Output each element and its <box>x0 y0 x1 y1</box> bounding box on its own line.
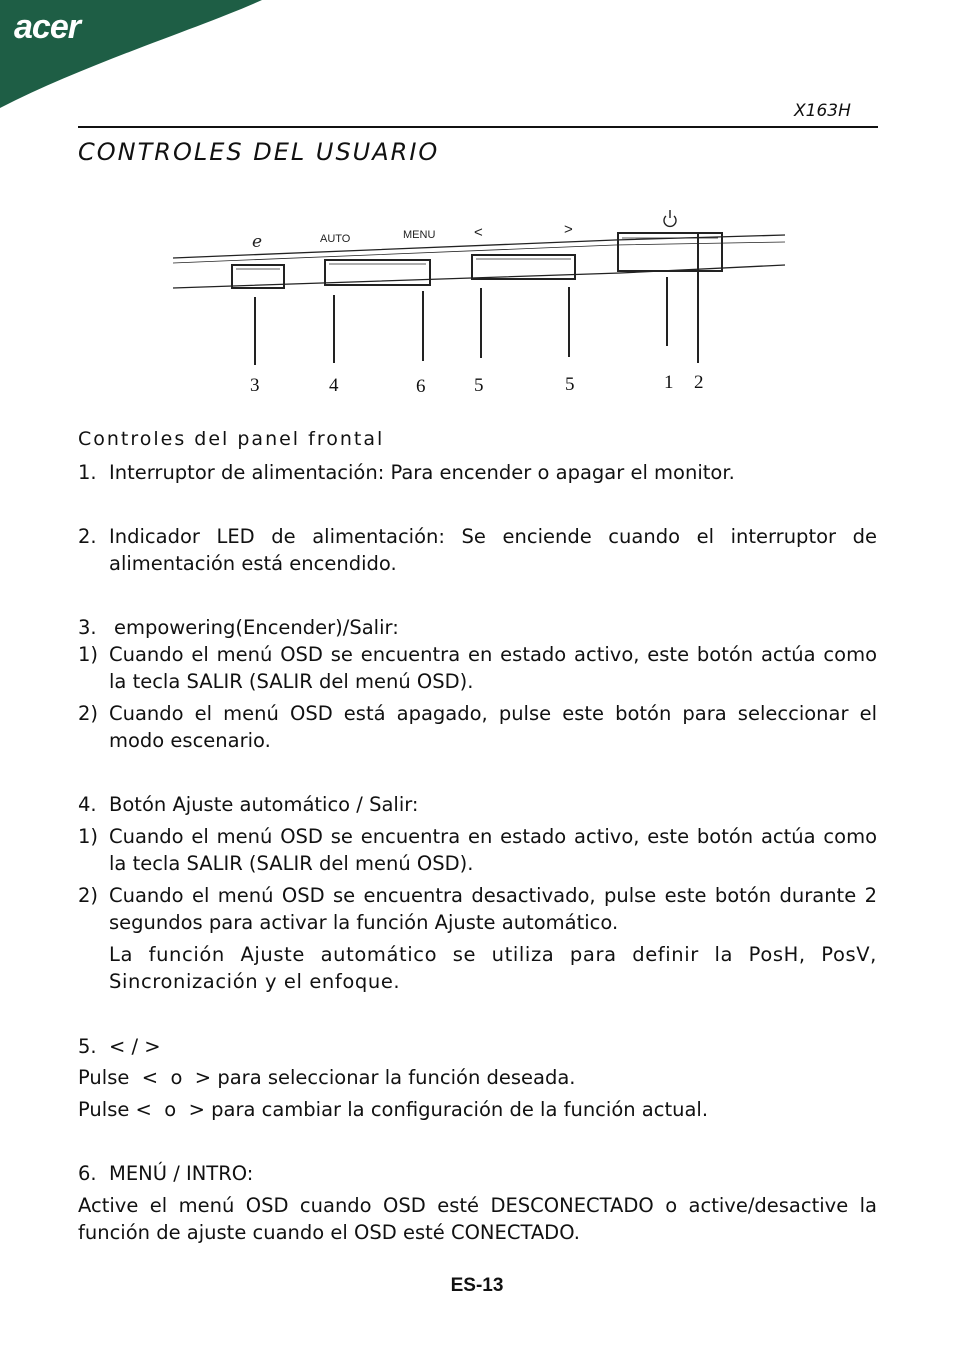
callout-number: 2 <box>694 372 704 393</box>
callout-number: 1 <box>664 372 674 393</box>
item-2-text: Indicador LED de alimentación: Se enciende cuando el interruptor de alimentación está encendido. <box>109 525 877 575</box>
item-4-heading: Botón Ajuste automático / Salir: <box>109 793 419 816</box>
item-number: 2. <box>78 525 97 548</box>
callout-leader-lines <box>255 233 698 365</box>
item-4-sub-1: Cuando el menú OSD se encuentra en estado activo, este botón actúa como la tecla SALIR (SALIR del menú OSD). <box>109 825 877 875</box>
item-5-heading: < / > <box>109 1035 161 1058</box>
callout-number: 3 <box>250 375 260 396</box>
item-3-sub-1: Cuando el menú OSD se encuentra en estado activo, este botón actúa como la tecla SALIR (SALIR del menú OSD). <box>109 643 877 693</box>
callout-number: 6 <box>416 376 426 397</box>
callout-number: 5 <box>474 375 484 396</box>
left-arrow-label: < <box>474 224 483 241</box>
item-5-paragraph-2: Pulse < o > para cambiar la configuración de la función actual. <box>78 1098 709 1121</box>
item-number: 3. <box>78 616 97 639</box>
bezel-bottom-line <box>173 265 785 288</box>
subitem-number: 2) <box>78 884 99 907</box>
item-number: 4. <box>78 793 97 816</box>
front-panel-diagram <box>170 205 795 405</box>
callout-number: 5 <box>565 374 575 395</box>
item-4-note: La función Ajuste automático se utiliza para definir la PosH, PosV, Sincronización y el enfoque. <box>109 943 877 993</box>
brand-corner-band <box>0 0 300 110</box>
item-number: 1. <box>78 461 97 484</box>
power-icon <box>664 210 676 226</box>
menu-label: MENU <box>403 229 436 241</box>
item-3-heading: empowering(Encender)/Salir: <box>114 616 399 639</box>
auto-label: AUTO <box>320 233 351 245</box>
item-5-paragraph-1: Pulse < o > para seleccionar la función deseada. <box>78 1066 576 1089</box>
subitem-number: 1) <box>78 643 99 666</box>
empowering-icon: e <box>252 232 263 252</box>
subitem-number: 2) <box>78 702 99 725</box>
item-4-sub-2: Cuando el menú OSD se encuentra desactivado, pulse este botón durante 2 segundos para activar la función Ajuste automático. <box>109 884 877 934</box>
header-rule <box>78 126 878 128</box>
callout-number: 4 <box>329 375 339 396</box>
section-heading: Controles del panel frontal <box>78 428 385 450</box>
page-number: ES-13 <box>450 1275 504 1296</box>
item-6-heading: MENÚ / INTRO: <box>109 1162 254 1185</box>
item-number: 5. <box>78 1035 97 1058</box>
item-number: 6. <box>78 1162 97 1185</box>
item-3-sub-2: Cuando el menú OSD está apagado, pulse este botón para seleccionar el modo escenario. <box>109 702 877 752</box>
item-6-paragraph: Active el menú OSD cuando OSD esté DESCONECTADO o active/desactive la función de ajuste cuando el OSD esté CONECTADO. <box>78 1194 877 1244</box>
model-number: X163H <box>794 101 851 121</box>
page-title: CONTROLES DEL USUARIO <box>78 138 440 166</box>
acer-logo: acer <box>14 8 80 46</box>
right-arrow-label: > <box>564 221 573 238</box>
item-1-text: Interruptor de alimentación: Para encender o apagar el monitor. <box>109 461 735 484</box>
subitem-number: 1) <box>78 825 99 848</box>
